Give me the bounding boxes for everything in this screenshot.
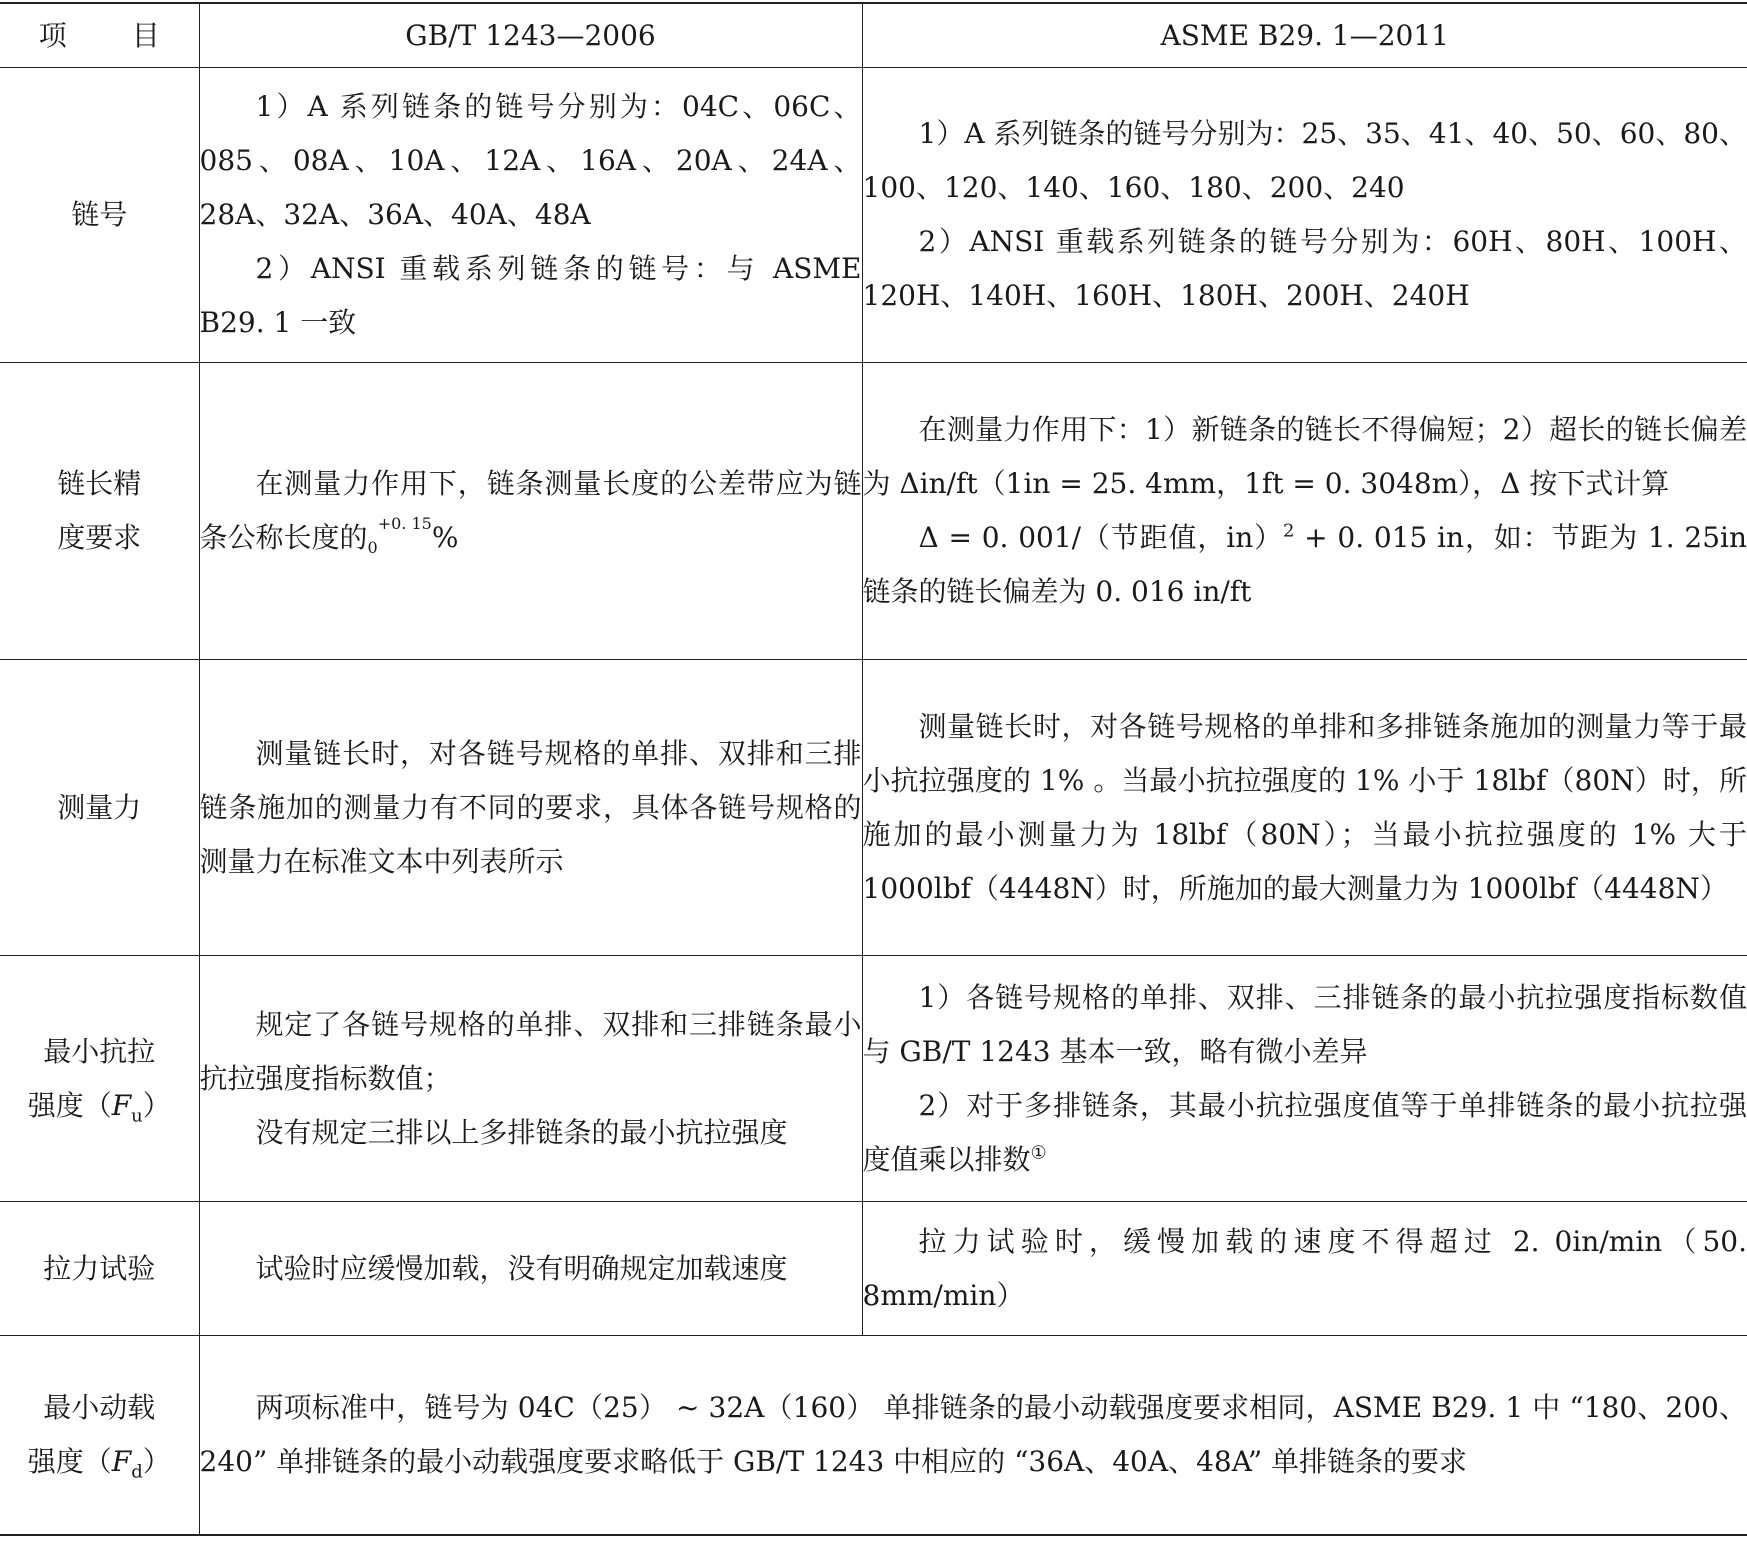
formula-exponent: 2 <box>1282 520 1295 542</box>
row-label-part: 强度（ <box>27 1445 112 1478</box>
cell-asme-measuring-force <box>862 660 1747 956</box>
row-label-text: 度要求 <box>57 521 142 554</box>
table-row <box>0 956 1747 1202</box>
table-row <box>0 68 1747 363</box>
tolerance-upper: +0. 15 <box>377 514 432 533</box>
row-label-chain-number <box>0 68 199 363</box>
row-label-text: 链长精 <box>57 467 142 500</box>
paragraph <box>863 1079 1747 1187</box>
percent-sign: % <box>431 521 459 554</box>
row-label-part: 强度（ <box>27 1088 112 1122</box>
header-row <box>0 3 1747 68</box>
cell-asme-chain-number <box>862 68 1747 363</box>
row-label-length-accuracy <box>0 363 199 660</box>
tolerance-lower: 0 <box>367 538 378 557</box>
footnote-marker: ① <box>1030 1142 1047 1164</box>
header-item <box>0 3 199 68</box>
table-row <box>0 660 1747 956</box>
table-row <box>0 1336 1747 1536</box>
row-label-text: 最小抗拉 <box>43 1034 156 1068</box>
cell-gbt-length-accuracy <box>199 363 862 660</box>
formula-text: Δ = 0. 001/（节距值，in） <box>918 521 1283 554</box>
paragraph-text: 在测量力作用下，链条测量长度的公差带应为链条公称长度的 <box>199 467 862 554</box>
paragraph: 测量链长时，对各链号规格的单排和多排链条施加的测量力等于最小抗拉强度的 1% 。当最小抗拉强度的 1% 小于 18lbf（80N）时，所施加的最小测量力为 18lbf（80N）；当最小抗拉强度的 1% 大于 1000lbf（4448N）时，所施加的最大测量力为 1000lbf（4448N） <box>862 709 1747 905</box>
formula-paragraph <box>863 511 1747 619</box>
row-label-text: 链号 <box>71 198 128 231</box>
cell-gbt-tensile-test <box>199 1202 862 1336</box>
formula-text: + 0. 015 in，如：节距为 1. 25in 链条的链长偏差为 0. 016 in/ft <box>862 521 1747 608</box>
paragraph: 试验时应缓慢加载，没有明确规定加载速度 <box>255 1251 788 1285</box>
paragraph <box>200 457 862 565</box>
cell-asme-tensile-strength <box>862 956 1747 1202</box>
header-gbt: GB/T 1243—2006 <box>199 3 862 68</box>
cell-asme-tensile-test <box>862 1202 1747 1336</box>
row-label-text: 测量力 <box>57 790 142 824</box>
table-row <box>0 1202 1747 1336</box>
row-label-text <box>0 1079 199 1133</box>
cell-gbt-tensile-strength <box>199 956 862 1202</box>
row-label-text <box>0 1435 199 1489</box>
row-label-part: ） <box>142 1445 171 1478</box>
row-label-tensile-test <box>0 1202 199 1336</box>
row-label-part: ） <box>142 1088 171 1122</box>
symbol-subscript: u <box>131 1105 143 1127</box>
paragraph: 测量链长时，对各链号规格的单排、双排和三排链条施加的测量力有不同的要求，具体各链号规格的测量力在标准文本中列表所示 <box>199 736 862 878</box>
row-label-text: 最小动载 <box>43 1391 156 1424</box>
row-label-dynamic-strength <box>0 1336 199 1536</box>
symbol-variable: F <box>111 1088 132 1122</box>
table-row <box>0 363 1747 660</box>
symbol-variable: F <box>111 1445 132 1478</box>
paragraph: 2）ANSI 重载系列链条的链号：与 ASME B29. 1 一致 <box>199 252 862 339</box>
paragraph: 拉力试验时，缓慢加载的速度不得超过 2. 0in/min（50. 8mm/min） <box>862 1224 1747 1312</box>
paragraph: 1）A 系列链条的链号分别为：25、35、41、40、50、60、80、100、120、140、160、180、200、240 <box>862 117 1747 204</box>
paragraph: 在测量力作用下：1）新链条的链长不得偏短；2）超长的链长偏差为 Δin/ft（1in = 25. 4mm，1ft = 0. 3048m），Δ 按下式计算 <box>862 413 1747 500</box>
comparison-table <box>0 2 1747 1536</box>
row-label-tensile-strength <box>0 956 199 1202</box>
paragraph-text: 2）对于多排链条，其最小抗拉强度值等于单排链条的最小抗拉强度值乘以排数 <box>862 1088 1747 1176</box>
row-label-measuring-force <box>0 660 199 956</box>
paragraph: 没有规定三排以上多排链条的最小抗拉强度 <box>255 1115 788 1149</box>
cell-gbt-chain-number <box>199 68 862 363</box>
cell-merged-dynamic-strength <box>199 1336 1747 1536</box>
cell-asme-length-accuracy <box>862 363 1747 660</box>
paragraph: 1）A 系列链条的链号分别为：04C、06C、085、08A、10A、12A、16A、20A、24A、28A、32A、36A、40A、48A <box>199 90 862 231</box>
paragraph: 2）ANSI 重载系列链条的链号分别为：60H、80H、100H、120H、140H、160H、180H、200H、240H <box>862 225 1747 312</box>
row-label-text: 拉力试验 <box>43 1251 156 1285</box>
paragraph: 规定了各链号规格的单排、双排和三排链条最小抗拉强度指标数值； <box>199 1007 862 1095</box>
header-item-label: 项 目 <box>38 18 188 52</box>
symbol-subscript: d <box>131 1461 143 1483</box>
paragraph: 两项标准中，链号为 04C（25） ~ 32A（160） 单排链条的最小动载强度要求相同，ASME B29. 1 中 “180、200、240” 单排链条的最小动载强度要求略低于 GB/T 1243 中相应的 “36A、40A、48A” 单排链条的要求 <box>199 1391 1747 1478</box>
header-asme: ASME B29. 1—2011 <box>862 3 1747 68</box>
paragraph: 1）各链号规格的单排、双排、三排链条的最小抗拉强度指标数值与 GB/T 1243 基本一致，略有微小差异 <box>862 980 1747 1068</box>
cell-gbt-measuring-force <box>199 660 862 956</box>
